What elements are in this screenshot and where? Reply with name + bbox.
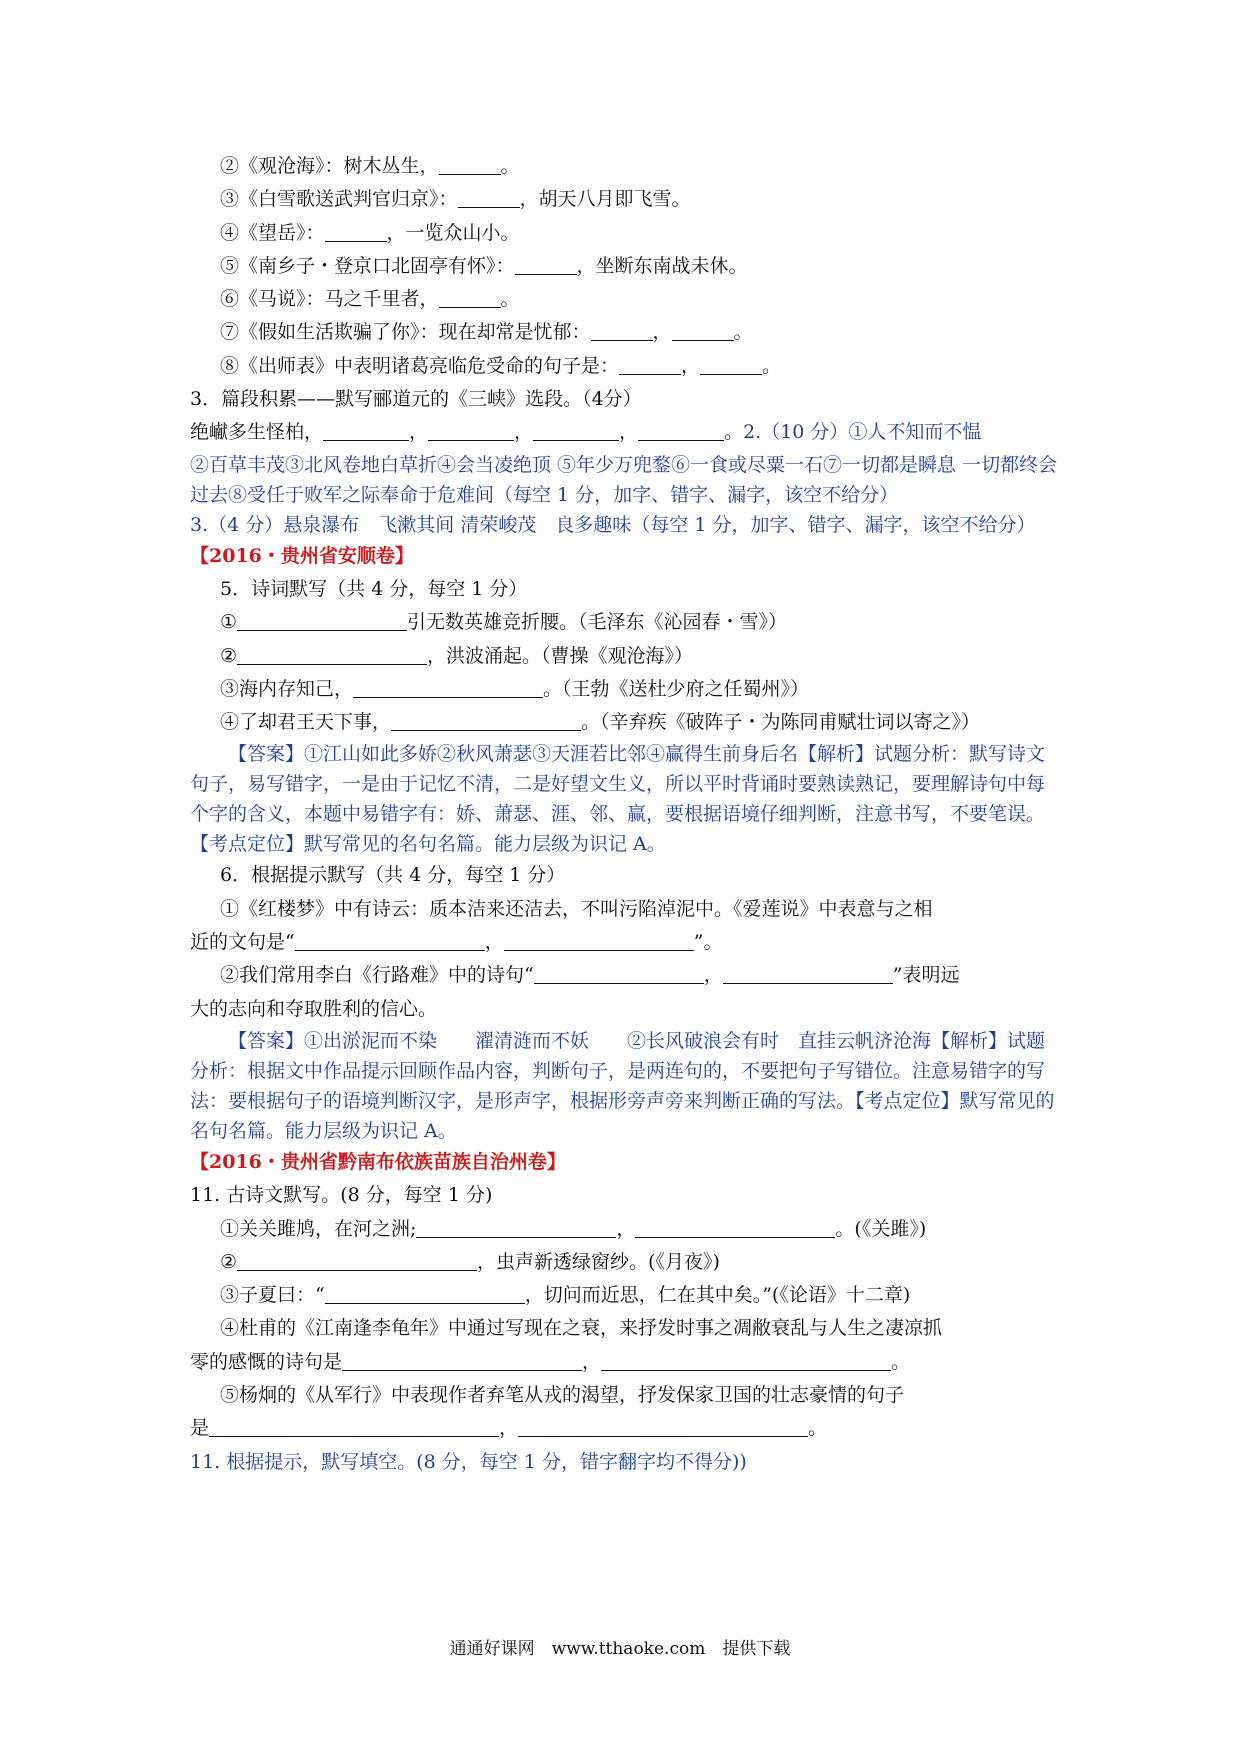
answer-blank (619, 354, 681, 375)
q2-item-text: ⑤《南乡子・登京口北固亭有怀》： (220, 254, 515, 277)
q11-text: ①关关雎鸠，在河之洲; (220, 1217, 417, 1240)
q2-item-6 (190, 283, 1060, 316)
answer-blank (723, 963, 893, 984)
q11-text: ， (582, 1350, 602, 1373)
q6-text: ”表明远 (892, 964, 960, 987)
q2-item-text: ⑥《马说》：马之千里者， (220, 288, 439, 311)
punct: ， (514, 421, 534, 444)
answer-blank (439, 287, 501, 308)
q11-text: 。(《关雎》) (835, 1217, 927, 1240)
q11-text: ③子夏曰：“ (220, 1284, 325, 1307)
q11-text: 。 (808, 1417, 828, 1440)
q11-item-4-cont (190, 1346, 1060, 1379)
q5-text: ，洪波涌起。（曹操《观沧海》） (427, 644, 694, 667)
q5-title: 5．诗词默写（共 4 分，每空 1 分） (220, 577, 528, 600)
q5-item-3 (190, 673, 1060, 706)
q5-text: 。（辛弃疾《破阵子・为陈同甫赋壮词以寄之》） (581, 711, 981, 734)
q6-answer: 【答案】①出淤泥而不染 濯清涟而不妖 ②长风破浪会有时 直挂云帆济沧海【解析】试题分析：根据文中作品提示回顾作品内容，判断句子，是两连句的，不要把句子写错位。注意易错字的写法：要根据句子的语境判断汉字，是形声字，根据形旁声旁来判断正确的写法。【考点定位】默写常见的名句名篇。能力层级为识记 A。 (190, 1029, 1055, 1142)
answer-blank (635, 1217, 835, 1238)
answer-blank (458, 187, 520, 208)
q11-item-3 (190, 1279, 1060, 1312)
answer-blank (591, 320, 653, 341)
q6-item-1-cont (190, 926, 1060, 959)
answer-q3: 3.（4 分）悬泉瀑布 飞漱其间 清荣峻茂 良多趣味（每空 1 分，加字、错字、漏字，该空不给分） (190, 513, 1036, 536)
q2-item-text: ②《观沧海》：树木丛生， (220, 155, 439, 177)
q11-item-4: ④杜甫的《江南逢李龟年》中通过写现在之衰，来抒发时事之凋敝衰乱与人生之凄凉抓 (220, 1317, 943, 1340)
section-title-qiannan: 【2016・贵州省黔南布依族苗族自治州卷】 (190, 1150, 566, 1173)
q2-item-text: ⑧《出师表》中表明诸葛亮临危受命的句子是： (220, 354, 620, 377)
answer-blank (325, 1283, 525, 1304)
answer-q2-start: 2.（10 分）①人不知而不愠 (743, 421, 982, 444)
punct: 。 (724, 421, 744, 444)
q5-item-4 (190, 706, 1060, 739)
punct: ， (619, 421, 639, 444)
q11-text: ， (499, 1417, 519, 1440)
q5-answer: 【答案】①江山如此多娇②秋风萧瑟③天涯若比邻④赢得生前身后名【解析】试题分析：默写诗文句子，易写错字，一是由于记忆不清，二是好望文生义，所以平时背诵时要熟读熟记，要理解诗句中每个字的含义，本题中易错字有：娇、萧瑟、涯、邻、赢，要根据语境仔细判断，注意书写，不要笔误。【考点定位】默写常见的名句名篇。能力层级为识记 A。 (190, 743, 1046, 856)
q11-text: ② (220, 1250, 238, 1273)
punct: ， (703, 964, 723, 987)
document-page (190, 150, 1060, 1479)
answer-blank (439, 154, 501, 175)
q11-text: 零的感慨的诗句是 (190, 1350, 343, 1373)
q2-item-text: ，胡天八月即飞雪。 (519, 188, 691, 211)
answer-blank (323, 420, 409, 441)
q6-item-2-cont: 大的志向和夺取胜利的信心。 (190, 997, 438, 1020)
answer-blank (237, 1250, 477, 1271)
answer-blank (700, 354, 762, 375)
q11-text: ，虫声新透绿窗纱。(《月夜》) (477, 1250, 720, 1273)
answer-q2: ②百草丰茂③北风卷地白草折④会当凌绝顶 ⑤年少万兜鍪⑥一食或尽粟一石⑦一切都是瞬息 一切都终会过去⑧受任于败军之际奉命于危难间（每空 1 分，加字、错字、漏字，该空不给分） (190, 453, 1058, 506)
q2-item-2 (190, 150, 1060, 183)
q2-item-text: 。 (762, 354, 782, 377)
q6-text: ②我们常用李白《行路难》中的诗句“ (220, 964, 534, 987)
q11-text: 。 (891, 1350, 911, 1373)
answer-blank (391, 710, 581, 731)
answer-blank (672, 320, 734, 341)
q2-item-5 (190, 250, 1060, 283)
q2-item-text: 。 (500, 155, 520, 177)
q6-title: 6．根据提示默写（共 4 分，每空 1 分） (220, 864, 566, 887)
q2-item-text: ⑦《假如生活欺骗了你》：现在却常是忧郁： (220, 321, 591, 344)
page-footer: 通通好课网 www.tthaoke.com 提供下载 (449, 1639, 791, 1659)
q2-item-text: 。 (733, 321, 753, 344)
q5-text: ① (220, 611, 238, 634)
answer-blank (416, 1217, 616, 1238)
q2-item-8 (190, 350, 1060, 383)
q11-text: 是 (190, 1417, 210, 1440)
punct: ， (484, 931, 504, 954)
q5-item-2 (190, 640, 1060, 673)
answer-blank (325, 221, 387, 242)
q2-item-text: ，一览众山小。 (386, 221, 520, 244)
q2-item-text: ， (681, 354, 701, 377)
answer-blank (515, 254, 577, 275)
q2-item-4 (190, 217, 1060, 250)
q5-item-1 (190, 606, 1060, 639)
answer-blank (342, 1350, 582, 1371)
answer-blank (428, 420, 514, 441)
q2-item-text: 。 (500, 288, 520, 311)
q5-text: ③海内存知己， (220, 677, 354, 700)
q3-title: 3．篇段积累——默写郦道元的《三峡》选段。（4分） (190, 388, 642, 411)
q11-text: ， (616, 1217, 636, 1240)
answer-blank (638, 420, 724, 441)
q6-text: ”。 (693, 931, 723, 954)
q6-text: 近的文句是“ (190, 931, 295, 954)
q5-text: ② (220, 644, 238, 667)
q11-item-2 (190, 1246, 1060, 1279)
answer-blank (504, 930, 694, 951)
q6-item-1: ①《红楼梦》中有诗云：质本洁来还洁去，不叫污陷淖泥中。《爱莲说》中表意与之相 (220, 897, 933, 920)
answer-blank (518, 1416, 808, 1437)
q11-title: 11. 古诗文默写。(8 分，每空 1 分) (190, 1184, 493, 1207)
q11-item-5-cont (190, 1412, 1060, 1445)
q6-item-2 (190, 959, 1060, 992)
q3-text: 绝𪩘多生怪柏， (190, 421, 324, 444)
q3-fill-and-answer (190, 416, 1060, 449)
q11-text: ，切问而近思，仁在其中矣。”(《论语》十二章) (524, 1284, 911, 1307)
q2-item-text: ④《望岳》： (220, 221, 325, 244)
answer-blank (534, 963, 704, 984)
q11-item-5: ⑤杨炯的《从军行》中表现作者弃笔从戎的渴望，抒发保家卫国的壮志豪情的句子 (220, 1384, 905, 1407)
q2-item-7 (190, 316, 1060, 349)
answer-blank (533, 420, 619, 441)
answer-blank (237, 644, 427, 665)
q5-text: 。（王勃《送杜少府之任蜀州》） (543, 677, 810, 700)
section-title-anshun: 【2016・贵州省安顺卷】 (190, 544, 414, 567)
answer-blank (209, 1416, 499, 1437)
q5-text: ④了却君王天下事， (220, 711, 392, 734)
punct: ， (409, 421, 429, 444)
answer-blank (295, 930, 485, 951)
answer-blank (353, 677, 543, 698)
answer-blank (237, 610, 407, 631)
q11-answer: 11. 根据提示，默写填空。(8 分，每空 1 分，错字翻字均不得分)) (190, 1450, 747, 1473)
q2-item-text: ，坐断东南战未休。 (576, 254, 748, 277)
q2-item-3 (190, 183, 1060, 216)
q11-item-1 (190, 1213, 1060, 1246)
q2-item-text: ， (652, 321, 672, 344)
q5-text: 引无数英雄竞折腰。（毛泽东《沁园春・雪》） (407, 611, 788, 634)
answer-blank (601, 1350, 891, 1371)
q2-item-text: ③《白雪歌送武判官归京》： (220, 188, 458, 211)
